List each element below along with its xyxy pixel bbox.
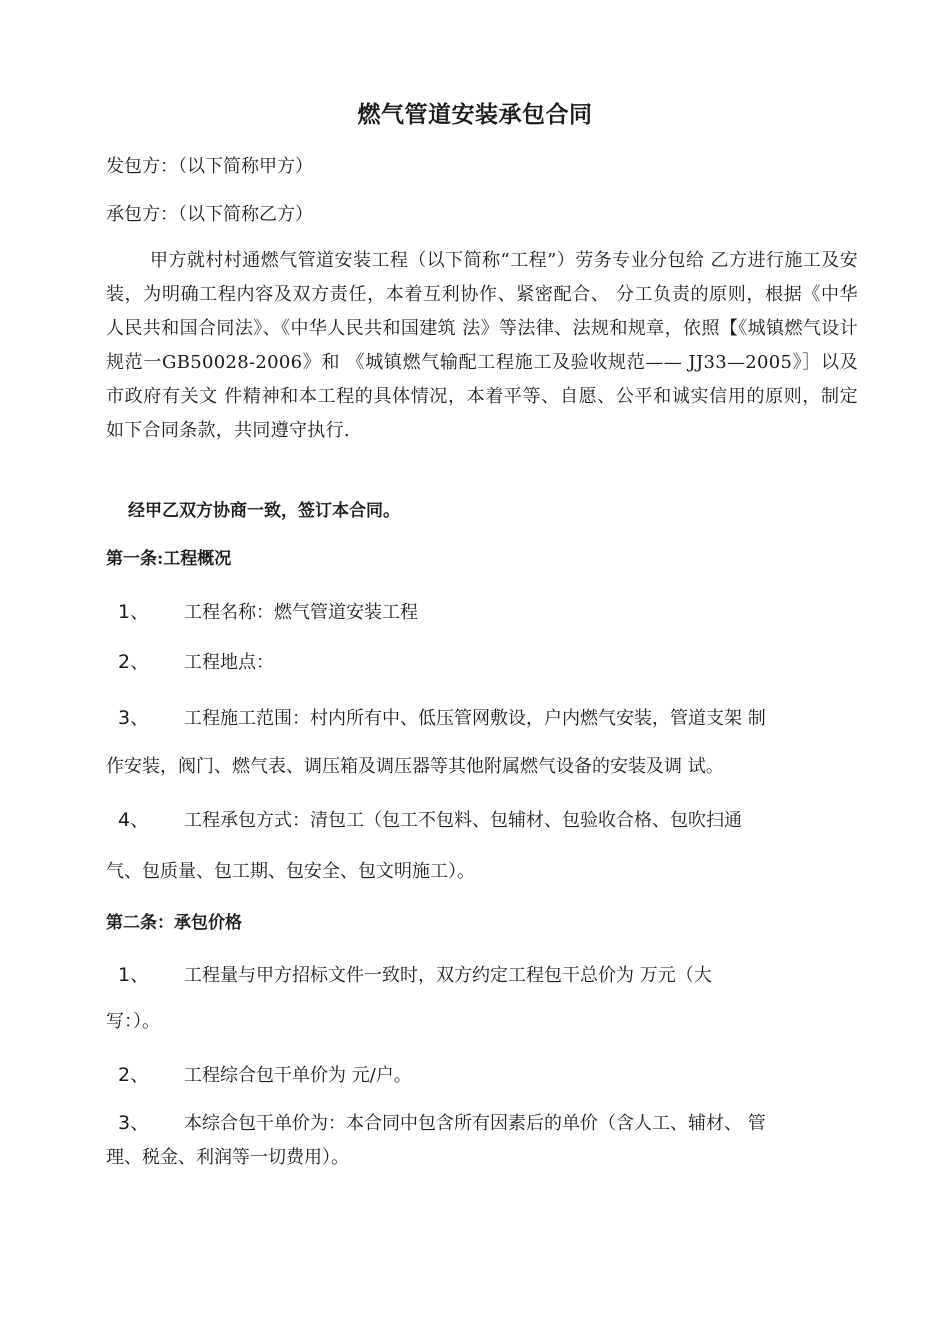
item-number: 4、 — [118, 809, 150, 831]
party-a-line: 发包方：（以下简称甲方） — [106, 156, 313, 177]
item-text: 工程名称：燃气管道安装工程 — [184, 602, 418, 623]
article-1-item-4 — [106, 805, 858, 832]
item-number: 1、 — [118, 601, 150, 623]
item-number: 3、 — [118, 1112, 150, 1134]
item-number: 3、 — [118, 707, 150, 729]
article-1-item-1 — [106, 597, 858, 624]
article-1-heading: 第一条:工程概况 — [106, 549, 232, 569]
item-number: 2、 — [118, 1064, 150, 1086]
item-text: 工程施工范围：村内所有中、低压管网敷设，户内燃气安装，管道支架 制 — [184, 708, 766, 729]
item-text: 工程承包方式：清包工（包工不包料、包辅材、包验收合格、包吹扫通 — [184, 810, 742, 831]
article-2-item-1-continuation: 写：）。 — [106, 1011, 160, 1032]
article-1-item-2 — [106, 647, 858, 674]
item-text: 工程综合包干单价为 元/户。 — [184, 1065, 412, 1086]
item-number: 2、 — [118, 651, 150, 673]
article-2-item-3-continuation: 理、税金、利润等一切费用）。 — [106, 1147, 349, 1168]
agreement-statement: 经甲乙双方协商一致，签订本合同。 — [128, 501, 400, 521]
intro-paragraph: 甲方就村村通燃气管道安装工程（以下简称“工程”）劳务专业分包给 乙方进行施工及安装，为明确工程内容及双方责任，本着互利协作、紧密配合、 分工负责的原则，根据《中华人民共和国合同法》、《中华人民共和国建筑 法》等法律、法规和规章，依照【《城镇燃气设计规范一GB50028-2006》和 《城镇燃气输配工程施工及验收规范—— JJ33—2005》］以及市政府有关文 件精神和本工程的具体情况，本着平等、自愿、公平和诚实信用的原则，制定 如下合同条款，共同遵守执行. — [106, 250, 858, 441]
article-1-item-3-continuation: 作安装，阀门、燃气表、调压箱及调压器等其他附属燃气设备的安装及调 试。 — [106, 756, 724, 777]
article-1-item-4-continuation: 气、包质量、包工期、包安全、包文明施工）。 — [106, 861, 475, 882]
article-2-item-1 — [106, 960, 858, 987]
party-b-line: 承包方：（以下简称乙方） — [106, 204, 313, 225]
item-text: 本综合包干单价为：本合同中包含所有因素后的单价（含人工、辅材、 管 — [184, 1113, 766, 1134]
item-text: 工程地点： — [184, 652, 274, 673]
item-number: 1、 — [118, 964, 150, 986]
article-2-item-3 — [106, 1108, 858, 1135]
article-1-item-3 — [106, 703, 858, 730]
article-2-item-2 — [106, 1060, 858, 1087]
article-2-heading: 第二条：承包价格 — [106, 913, 242, 933]
document-title: 燃气管道安装承包合同 — [357, 101, 593, 128]
item-text: 工程量与甲方招标文件一致时，双方约定工程包干总价为 万元（大 — [184, 965, 712, 986]
